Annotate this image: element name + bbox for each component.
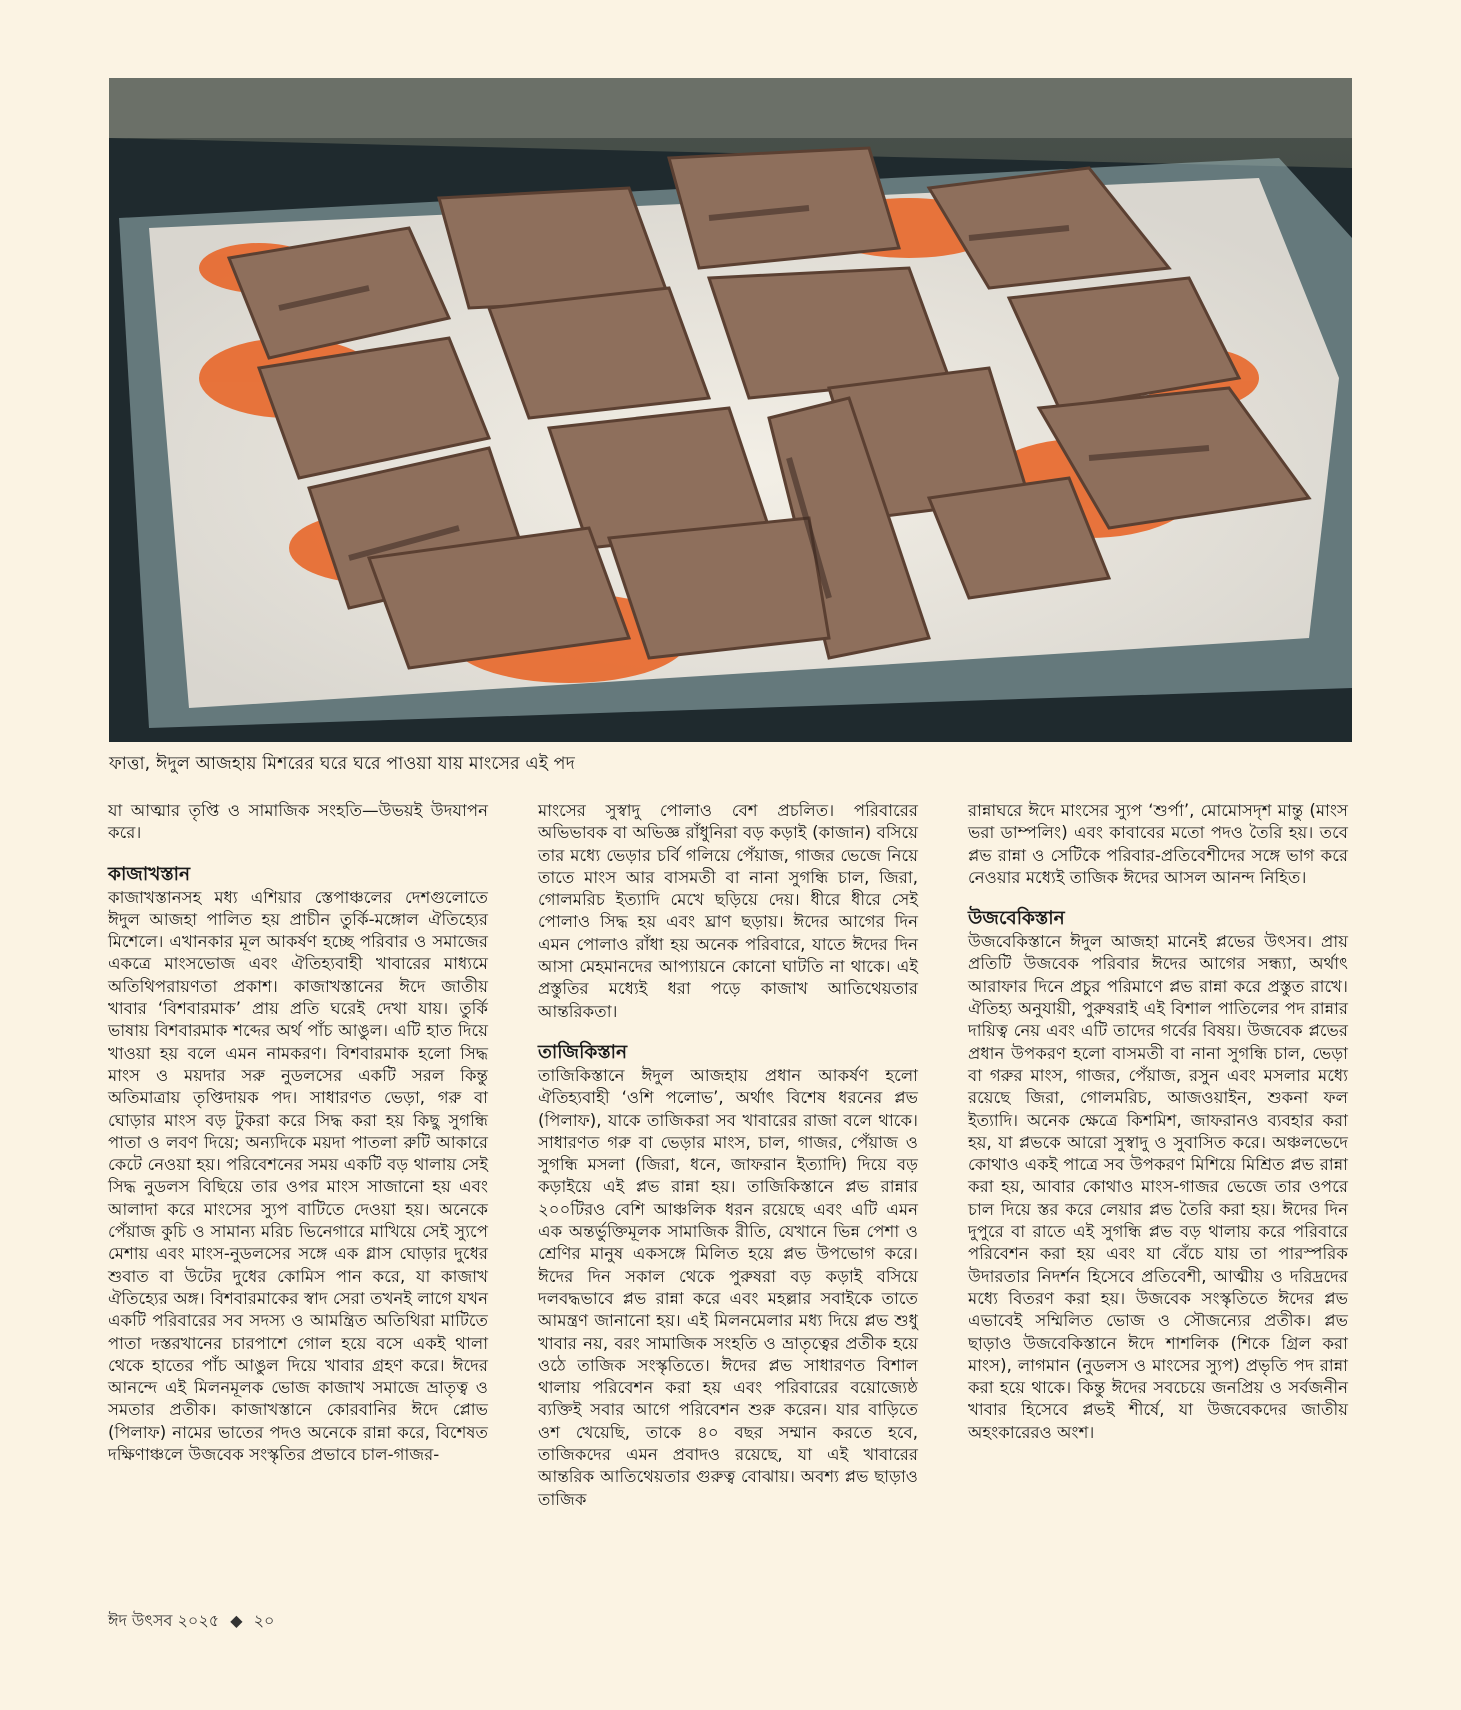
paragraph-tajikistan: তাজিকিস্তানে ঈদুল আজহায় প্রধান আকর্ষণ হলো ঐতিহ্যবাহী ‘ওশি পলোভ’, অর্থাৎ বিশেষ ধরনের প্লভ (পিলাফ), যাকে তাজিকরা সব খাবারের রাজা বলে থাকে। সাধারণত গরু বা ভেড়ার মাংস, চাল, গাজর, পেঁয়াজ ও সুগন্ধি মসলা (জিরা, ধনে, জাফরান ইত্যাদি) দিয়ে বড় কড়াইয়ে এই প্লভ রান্না হয়। তাজিকিস্তানে প্লভ রান্নার ২০০টিরও বেশি আঞ্চলিক ধরন রয়েছে এবং এটি এমন এক অন্তর্ভুক্তিমূলক সামাজিক রীতি, যেখানে ভিন্ন পেশা ও শ্রেণির মানুষ একসঙ্গে মিলিত হয়ে প্লভ উপভোগ করে। ঈদের দিন সকাল থেকে পুরুষরা বড় কড়াই বসিয়ে দলবদ্ধভাবে প্লভ রান্না করে এবং মহল্লার সবাইকে তাতে আমন্ত্রণ জানানো হয়। এই মিলনমেলার মধ্য দিয়ে প্লভ শুধু খাবার নয়, বরং সামাজিক সংহতি ও ভ্রাতৃত্বের প্রতীক হয়ে ওঠে তাজিক সংস্কৃতিতে। ঈদের প্লভ সাধারণত বিশাল থালায় পরিবেশন করা হয় এবং পরিবারের বয়োজ্যেষ্ঠ ব্যক্তিই সবার আগে পরিবেশন শুরু করেন। যার বাড়িতে ওশ খেয়েছি, তাকে ৪০ বছর সম্মান করতে হবে, তাজিকদের এমন প্রবাদও রয়েছে, যা এই খাবারের আন্তরিক আতিথেয়তার গুরুত্ব বোঝায়। অবশ্য প্লভ ছাড়াও তাজিক xyxy=(538,1065,918,1509)
section-heading-kazakhstan: কাজাখস্তান xyxy=(108,863,191,885)
rice-with-grilled-meat-photo xyxy=(109,78,1352,742)
paragraph-uzbekistan: উজবেকিস্তানে ঈদুল আজহা মানেই প্লভের উৎসব। প্রায় প্রতিটি উজবেক পরিবার ঈদের আগের সন্ধ্যা, অর্থাৎ আরাফার দিনে প্রচুর পরিমাণে প্লভ রান্না করে প্রস্তুত রাখে। ঐতিহ্য অনুযায়ী, পুরুষরাই এই বিশাল পাতিলের পদ রান্নার দায়িত্ব নেয় এবং এটি তাদের গর্বের বিষয়। উজবেক প্লভের প্রধান উপকরণ হলো বাসমতী বা নানা সুগন্ধি চাল, ভেড়া বা গরুর মাংস, গাজর, পেঁয়াজ, রসুন এবং মসলার মধ্যে রয়েছে জিরা, গোলমরিচ, আজওয়াইন, শুকনা ফল ইত্যাদি। অনেক ক্ষেত্রে কিশমিশ, জাফরানও ব্যবহার করা হয়, যা প্লভকে আরো সুস্বাদু ও সুবাসিত করে। অঞ্চলভেদে কোথাও একই পাত্রে সব উপকরণ মিশিয়ে মিশ্রিত প্লভ রান্না করা হয়, আবার কোথাও মাংস-গাজর ভেজে তার ওপরে চাল দিয়ে স্তর করে লেয়ার প্লভ তৈরি করা হয়। ঈদের দিন দুপুরে বা রাতে এই সুগন্ধি প্লভ বড় থালায় করে পরিবারে পরিবেশন করা হয় এবং যা বেঁচে যায় তা পারস্পরিক উদারতার নিদর্শন হিসেবে প্রতিবেশী, আত্মীয় ও দরিদ্রদের মধ্যে বিতরণ করা হয়। উজবেক সংস্কৃতিতে ঈদের প্লভ এভাবেই সম্মিলিত ভোজ ও সৌজন্যের প্রতীক। প্লভ ছাড়াও উজবেকিস্তানে ঈদে শাশলিক (শিকে গ্রিল করা মাংস), লাগমান (নুডলস ও মাংসের স্যুপ) প্রভৃতি পদ রান্না করা হয়ে থাকে। কিন্তু ঈদের সবচেয়ে জনপ্রিয় ও সর্বজনীন খাবার হিসেবে প্লভই শীর্ষে, যা উজবেকদের জাতীয় অহংকারেরও অংশ। xyxy=(968,932,1348,1442)
article-column-3 xyxy=(968,800,1348,1462)
publication-name: ঈদ উৎসব ২০২৫ xyxy=(108,1611,220,1630)
paragraph-kazakh-pilaf: মাংসের সুস্বাদু পোলাও বেশ প্রচলিত। পরিবারের অভিভাবক বা অভিজ্ঞ রাঁধুনিরা বড় কড়াই (কাজান) বসিয়ে তার মধ্যে ভেড়ার চর্বি গলিয়ে পেঁয়াজ, গাজর ভেজে নিয়ে তাতে মাংস আর বাসমতী বা নানা সুগন্ধি চাল, জিরা, গোলমরিচ ইত্যাদি মেখে ছড়িয়ে দেয়। ধীরে ধীরে সেই পোলাও সিদ্ধ হয় এবং ঘ্রাণ ছড়ায়। ঈদের আগের দিন এমন পোলাও রাঁধা হয় অনেক পরিবারে, যাতে ঈদের দিন আসা মেহমানদের আপ্যায়নে কোনো ঘাটতি না থাকে। এই প্রস্তুতির মধ্যেই ধরা পড়ে কাজাখ আতিথেয়তার আন্তরিকতা। xyxy=(538,801,918,1021)
diamond-icon: ◆ xyxy=(230,1611,243,1630)
article-column-2 xyxy=(538,800,918,1529)
paragraph-tajik-cuisine: রান্নাঘরে ঈদে মাংসের স্যুপ ‘শুর্পা’, মোমোসদৃশ মান্তু (মাংস ভরা ডাম্পলিং) এবং কাবাবের মতো পদও তৈরি হয়। তবে প্লভ রান্না ও সেটিকে পরিবার-প্রতিবেশীদের সঙ্গে ভাগ করে নেওয়ার মধ্যেই তাজিক ঈদের আসল আনন্দ নিহিত। xyxy=(968,801,1348,887)
page-number: ২০ xyxy=(253,1611,275,1630)
photo-caption: ফাত্তা, ঈদুল আজহায় মিশরের ঘরে ঘরে পাওয়া যায় মাংসের এই পদ xyxy=(109,754,575,774)
section-heading-uzbekistan: উজবেকিস্তান xyxy=(968,908,1065,930)
article-column-1 xyxy=(108,800,488,1484)
food-photo xyxy=(109,78,1352,742)
section-heading-tajikistan: তাজিকিস্তান xyxy=(538,1041,628,1063)
page-footer xyxy=(108,1610,274,1632)
paragraph-kazakhstan: কাজাখস্তানসহ মধ্য এশিয়ার স্তেপাঞ্চলের দেশগুলোতে ঈদুল আজহা পালিত হয় প্রাচীন তুর্কি-মঙ্গোল ঐতিহ্যের মিশেলে। এখানকার মূল আকর্ষণ হচ্ছে পরিবার ও সমাজের একত্রে মাংসভোজ এবং ঐতিহ্যবাহী খাবারের মাধ্যমে অতিথিপরায়ণতা প্রকাশ। কাজাখস্তানের ঈদে জাতীয় খাবার ‘বিশবারমাক’ প্রায় প্রতি ঘরেই দেখা যায়। তুর্কি ভাষায় বিশবারমাক শব্দের অর্থ পাঁচ আঙুল। এটি হাত দিয়ে খাওয়া হয় বলে এমন নামকরণ। বিশবারমাক হলো সিদ্ধ মাংস ও ময়দার সরু নুডলসের একটি সরল কিন্তু অতিমাত্রায় তৃপ্তিদায়ক পদ। সাধারণত ভেড়া, গরু বা ঘোড়ার মাংস বড় টুকরা করে সিদ্ধ করা হয় কিছু সুগন্ধি পাতা ও লবণ দিয়ে; অন্যদিকে ময়দা পাতলা রুটি আকারে কেটে নেওয়া হয়। পরিবেশনের সময় একটি বড় থালায় সেই সিদ্ধ নুডলস বিছিয়ে তার ওপর মাংস সাজানো হয় এবং আলাদা করে মাংসের স্যুপ বাটিতে দেওয়া হয়। অনেকে পেঁয়াজ কুচি ও সামান্য মরিচ ভিনেগারে মাখিয়ে সেই স্যুপে মেশায় এবং মাংস-নুডলসের সঙ্গে এক গ্লাস ঘোড়ার দুধের শুবাত বা উটের দুধের কোমিস পান করে, যা কাজাখ ঐতিহ্যের অঙ্গ। বিশবারমাকের স্বাদ সেরা তখনই লাগে যখন একটি পরিবারের সব সদস্য ও আমন্ত্রিত অতিথিরা মাটিতে পাতা দস্তরখানের চারপাশে গোল হয়ে বসে একই থালা থেকে হাতের পাঁচ আঙুল দিয়ে খাবার গ্রহণ করে। ঈদের আনন্দে এই মিলনমূলক ভোজ কাজাখ সমাজে ভ্রাতৃত্ব ও সমতার প্রতীক। কাজাখস্তানে কোরবানির ঈদে প্লোভ (পিলাফ) নামের ভাতের পদও অনেকে রান্না করে, বিশেষত দক্ষিণাঞ্চলে উজবেক সংস্কৃতির প্রভাবে চাল-গাজর- xyxy=(108,887,488,1465)
paragraph-intro: যা আত্মার তৃপ্তি ও সামাজিক সংহতি—উভয়ই উদযাপন করে। xyxy=(108,801,488,843)
